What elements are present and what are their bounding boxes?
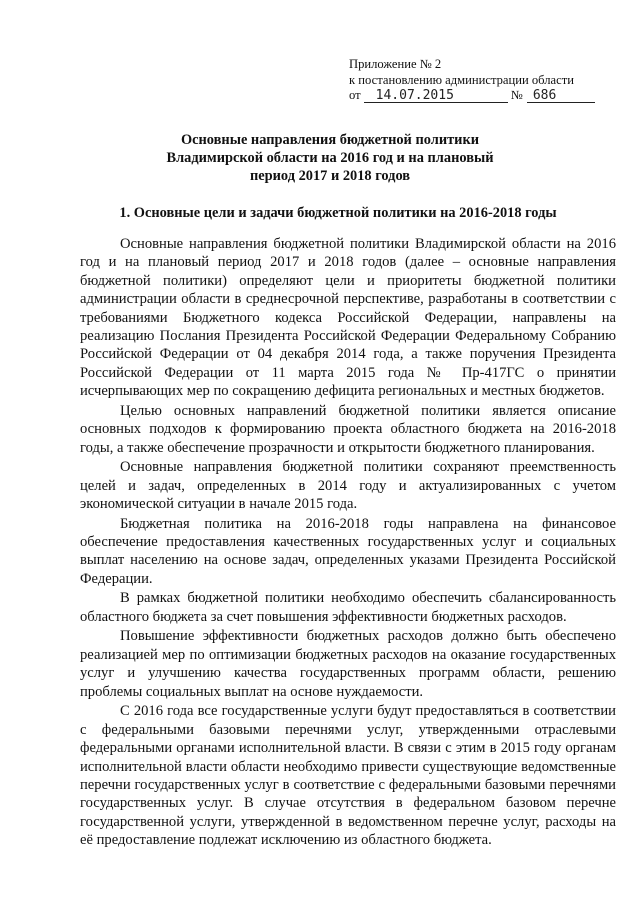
paragraph: Повышение эффективности бюджетных расходов должно быть обеспечено реализацией мер по оптимизации бюджетных расходов на оказание государственных услуг и улучшению качества государственных программ области, решению проблемы социальных выплат на основе нуждаемости. xyxy=(80,628,616,700)
paragraph: Целью основных направлений бюджетной политики является описание основных подходов к формированию проекта областного бюджета на 2016-2018 годы, а также обеспечение прозрачности и открытости бюджетного планирования. xyxy=(80,402,616,456)
paragraph: Основные направления бюджетной политики Владимирской области на 2016 год и на плановый период 2017 и 2018 годов (далее – основные направления бюджетной политики) определяют цели и приоритеты бюджетной политики администрации области в среднесрочной перспективе, разработаны в соответствии с требованиями Бюджетного кодекса Российской Федерации, направлены на реализацию Послания Президента Российской Федерации Федеральному Собранию Российской Федерации от 04 декабря 2014 года, а также поручения Президента Российской Федерации от 11 марта 2015 года № Пр-417ГС о принятии исчерпывающих мер по сокращению дефицита региональных и местных бюджетов. xyxy=(80,236,616,400)
section-body xyxy=(80,235,616,850)
appendix-header xyxy=(349,57,599,104)
date-prefix: от xyxy=(349,88,361,102)
paragraph: Бюджетная политика на 2016-2018 годы направлена на финансовое обеспечение предоставления качественных государственных услуг и социальных выплат населению на основе задач, определенных указами Президента Российской Федерации. xyxy=(80,515,616,587)
handwritten-date: 14.07.2015 xyxy=(364,89,508,103)
appendix-number: Приложение № 2 xyxy=(349,57,442,71)
title-line-1: Основные направления бюджетной политики xyxy=(180,132,480,148)
paragraph: С 2016 года все государственные услуги будут предоставляться в соответствии с федеральными базовыми перечнями услуг, утвержденными отраслевыми федеральными органами исполнительной власти. В связи с этим в 2015 году органам исполнительной власти области необходимо привести существующие ведомственные перечни государственных услуг в соответствие с федеральными базовыми перечнями государственных услуг. В случае отсутствия в федеральном базовом перечне государственной услуги, утвержденной в ведомственном перечне услуг, расходы на её предоставление подлежат исключению из областного бюджета. xyxy=(80,703,616,849)
paragraph: Основные направления бюджетной политики сохраняют преемственность целей и задач, определенных в 2014 году и актуализированных с учетом экономической ситуации в начале 2015 года. xyxy=(80,459,616,513)
section-heading: 1. Основные цели и задачи бюджетной политики на 2016-2018 годы xyxy=(119,205,557,221)
appendix-date-line xyxy=(349,88,599,104)
paragraph: В рамках бюджетной политики необходимо обеспечить сбалансированность областного бюджета за счет повышения эффективности бюджетных расходов. xyxy=(80,590,616,625)
appendix-reference: к постановлению администрации области xyxy=(349,72,574,87)
handwritten-number: 686 xyxy=(527,89,595,103)
title-line-2: Владимирской области на 2016 год и на плановый xyxy=(166,150,494,166)
number-prefix: № xyxy=(510,88,523,102)
title-line-3: период 2017 и 2018 годов xyxy=(249,168,411,184)
document-title xyxy=(120,131,540,185)
